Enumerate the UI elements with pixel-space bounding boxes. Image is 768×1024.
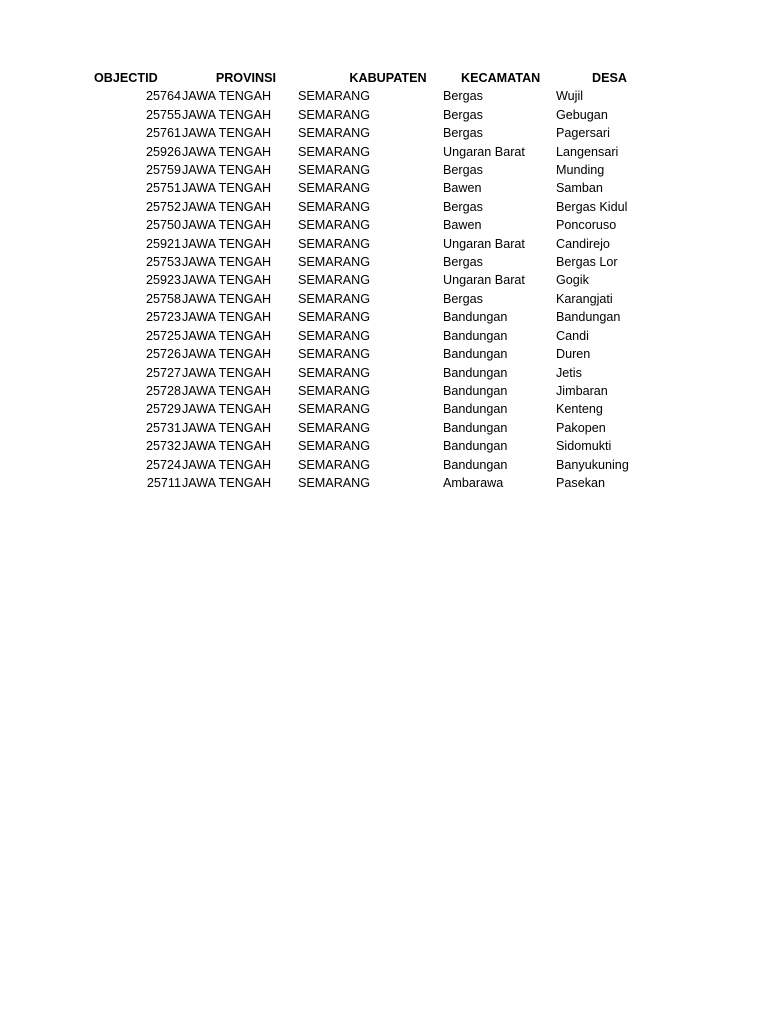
village-table [94,69,656,492]
table-row [94,253,656,271]
table-row [94,143,656,161]
table-row [94,456,656,474]
cell-kabupaten: SEMARANG [298,475,371,490]
cell-kabupaten: SEMARANG [298,89,371,104]
cell-objectid: 25753 [145,255,181,270]
cell-desa: Kenteng [556,402,603,417]
cell-provinsi: JAWA TENGAH [182,291,272,306]
cell-desa: Poncoruso [556,218,617,233]
cell-kecamatan: Bandungan [443,383,508,398]
table-row [94,87,656,105]
cell-kecamatan: Ungaran Barat [443,144,525,159]
table-row [94,290,656,308]
cell-kecamatan: Bawen [443,218,482,233]
cell-desa: Gebugan [556,107,608,122]
cell-kabupaten: SEMARANG [298,310,371,325]
cell-provinsi: JAWA TENGAH [182,144,272,159]
cell-kecamatan: Ungaran Barat [443,273,525,288]
cell-desa: Candi [556,328,589,343]
cell-provinsi: JAWA TENGAH [182,236,272,251]
cell-desa: Jimbaran [556,383,608,398]
cell-kabupaten: SEMARANG [298,383,371,398]
cell-kecamatan: Bandungan [443,328,508,343]
cell-desa: Pagersari [556,126,610,141]
table-row [94,124,656,142]
cell-kecamatan: Bergas [443,89,483,104]
cell-kabupaten: SEMARANG [298,439,371,454]
cell-objectid: 25921 [145,236,181,251]
cell-kabupaten: SEMARANG [298,163,371,178]
table-row [94,437,656,455]
cell-desa: Pakopen [556,420,606,435]
cell-desa: Munding [556,163,605,178]
cell-provinsi: JAWA TENGAH [182,163,272,178]
header-desa: DESA [592,71,627,85]
cell-provinsi: JAWA TENGAH [182,107,272,122]
cell-desa: Bergas Kidul [556,199,628,214]
cell-kecamatan: Bandungan [443,365,508,380]
data-sheet [94,69,656,492]
cell-objectid: 25723 [145,310,181,325]
cell-provinsi: JAWA TENGAH [182,181,272,196]
cell-kecamatan: Bergas [443,291,483,306]
cell-kabupaten: SEMARANG [298,273,371,288]
table-row [94,327,656,345]
cell-desa: Duren [556,347,591,362]
cell-kecamatan: Bergas [443,126,483,141]
cell-provinsi: JAWA TENGAH [182,328,272,343]
table-row [94,400,656,418]
table-row [94,161,656,179]
cell-desa: Sidomukti [556,439,612,454]
cell-provinsi: JAWA TENGAH [182,126,272,141]
cell-provinsi: JAWA TENGAH [182,457,272,472]
cell-kabupaten: SEMARANG [298,328,371,343]
cell-kecamatan: Bandungan [443,347,508,362]
cell-kabupaten: SEMARANG [298,199,371,214]
header-provinsi: PROVINSI [215,71,276,85]
cell-kabupaten: SEMARANG [298,420,371,435]
header-kabupaten: KABUPATEN [349,71,427,85]
header-objectid: OBJECTID [94,71,158,85]
cell-kabupaten: SEMARANG [298,291,371,306]
cell-kecamatan: Ungaran Barat [443,236,525,251]
cell-kecamatan: Bergas [443,163,483,178]
cell-kabupaten: SEMARANG [298,365,371,380]
cell-objectid: 25758 [145,291,181,306]
cell-desa: Bandungan [556,310,621,325]
cell-objectid: 25727 [145,365,181,380]
cell-desa: Karangjati [556,291,613,306]
cell-provinsi: JAWA TENGAH [182,255,272,270]
cell-provinsi: JAWA TENGAH [182,347,272,362]
cell-objectid: 25752 [145,199,181,214]
cell-desa: Pasekan [556,475,606,490]
cell-kabupaten: SEMARANG [298,236,371,251]
cell-provinsi: JAWA TENGAH [182,365,272,380]
cell-kecamatan: Bandungan [443,402,508,417]
cell-desa: Jetis [556,365,582,380]
table-row [94,179,656,197]
cell-kabupaten: SEMARANG [298,402,371,417]
cell-kabupaten: SEMARANG [298,107,371,122]
cell-provinsi: JAWA TENGAH [182,475,272,490]
cell-objectid: 25923 [145,273,181,288]
table-row [94,235,656,253]
cell-objectid: 25724 [145,457,181,472]
header-row [94,69,656,87]
cell-kecamatan: Bandungan [443,439,508,454]
cell-objectid: 25759 [145,163,181,178]
cell-objectid: 25761 [145,126,181,141]
cell-kecamatan: Ambarawa [443,475,504,490]
cell-desa: Bergas Lor [556,255,618,270]
cell-desa: Gogik [556,273,589,288]
cell-provinsi: JAWA TENGAH [182,89,272,104]
table-row [94,106,656,124]
cell-objectid: 25711 [146,475,181,490]
cell-objectid: 25926 [145,144,181,159]
cell-kecamatan: Bergas [443,107,483,122]
cell-kecamatan: Bandungan [443,310,508,325]
cell-desa: Langensari [556,144,619,159]
cell-objectid: 25751 [145,181,181,196]
cell-provinsi: JAWA TENGAH [182,439,272,454]
table-header [94,69,656,87]
cell-desa: Candirejo [556,236,610,251]
cell-kecamatan: Bandungan [443,457,508,472]
cell-kabupaten: SEMARANG [298,347,371,362]
table-row [94,198,656,216]
cell-desa: Samban [556,181,603,196]
cell-objectid: 25755 [145,107,181,122]
cell-objectid: 25725 [145,328,181,343]
cell-provinsi: JAWA TENGAH [182,402,272,417]
cell-objectid: 25731 [145,420,181,435]
table-row [94,382,656,400]
table-body [94,87,656,492]
table-row [94,345,656,363]
cell-kabupaten: SEMARANG [298,218,371,233]
cell-objectid: 25728 [145,383,181,398]
cell-kecamatan: Bandungan [443,420,508,435]
cell-objectid: 25764 [145,89,181,104]
cell-kecamatan: Bawen [443,181,482,196]
table-row [94,308,656,326]
cell-kabupaten: SEMARANG [298,457,371,472]
table-row [94,419,656,437]
cell-kecamatan: Bergas [443,255,483,270]
header-kecamatan: KECAMATAN [461,71,541,85]
cell-kecamatan: Bergas [443,199,483,214]
cell-provinsi: JAWA TENGAH [182,420,272,435]
cell-provinsi: JAWA TENGAH [182,310,272,325]
cell-provinsi: JAWA TENGAH [182,383,272,398]
cell-objectid: 25732 [145,439,181,454]
table-row [94,474,656,492]
cell-kabupaten: SEMARANG [298,181,371,196]
cell-kabupaten: SEMARANG [298,255,371,270]
cell-provinsi: JAWA TENGAH [182,218,272,233]
cell-kabupaten: SEMARANG [298,144,371,159]
cell-objectid: 25726 [145,347,181,362]
cell-provinsi: JAWA TENGAH [182,273,272,288]
cell-desa: Banyukuning [556,457,629,472]
table-row [94,364,656,382]
cell-desa: Wujil [556,89,584,104]
cell-objectid: 25729 [145,402,181,417]
table-row [94,216,656,234]
cell-kabupaten: SEMARANG [298,126,371,141]
cell-provinsi: JAWA TENGAH [182,199,272,214]
cell-objectid: 25750 [145,218,181,233]
table-row [94,271,656,289]
